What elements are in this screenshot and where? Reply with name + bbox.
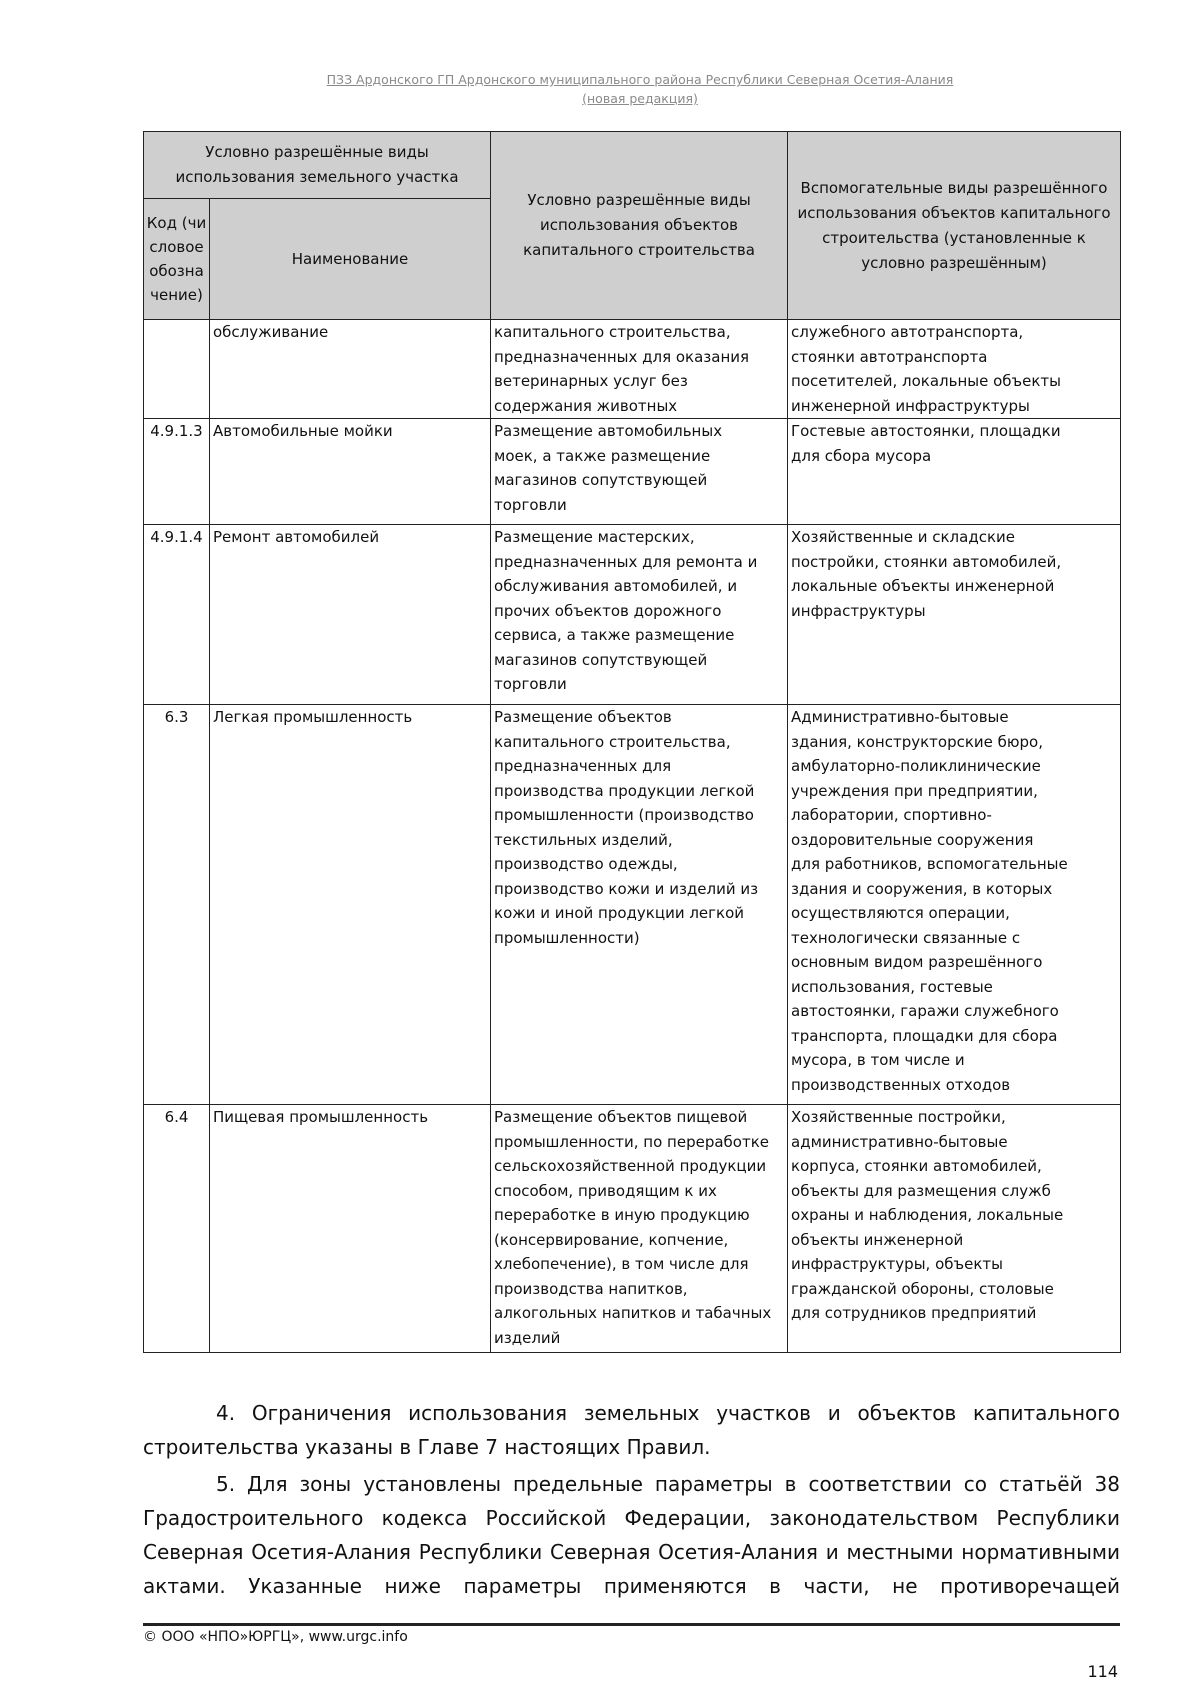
row-capital: капитального строительства, предназначенных для оказания ветеринарных услуг без содержания животных [491, 320, 788, 419]
row-code: 4.9.1.3 [144, 419, 210, 525]
table-row [144, 419, 1121, 525]
table-row [144, 1105, 1121, 1353]
row-name: Автомобильные мойки [210, 419, 491, 525]
row-auxiliary: служебного автотранспорта, стоянки автотранспорта посетителей, локальные объекты инженерной инфраструктуры [788, 320, 1121, 419]
row-capital: Размещение объектов капитального строительства, предназначенных для производства продукции легкой промышленности (производство текстильных изделий, производство одежды, производство кожи и изделий из кожи и иной продукции легкой промышленности) [491, 705, 788, 1105]
table-row [144, 525, 1121, 705]
row-capital: Размещение мастерских, предназначенных для ремонта и обслуживания автомобилей, и прочих объектов дорожного сервиса, а также размещение магазинов сопутствующей торговли [491, 525, 788, 705]
header-name: Наименование [210, 199, 491, 320]
row-code: 6.3 [144, 705, 210, 1105]
row-auxiliary: Хозяйственные и складские постройки, стоянки автомобилей, локальные объекты инженерной инфраструктуры [788, 525, 1121, 705]
header-auxiliary-uses: Вспомогательные виды разрешённого использования объектов капитального строительства (установленные к условно разрешённым) [788, 132, 1121, 320]
row-name: Легкая промышленность [210, 705, 491, 1105]
header-subtitle: (новая редакция) [582, 91, 698, 106]
header-land-plot-group: Условно разрешённые виды использования земельного участка [144, 132, 491, 199]
land-use-table [143, 131, 1121, 1353]
header-code: Код (числовое обозначение) [144, 199, 210, 320]
table-body [144, 320, 1121, 1353]
row-code: 4.9.1.4 [144, 525, 210, 705]
row-name: Пищевая промышленность [210, 1105, 491, 1353]
row-auxiliary: Административно-бытовые здания, конструкторские бюро, амбулаторно-поликлинические учреждения при предприятии, лаборатории, спортивно- оздоровительные сооружения для работников, вспомогательные здания и сооружения, в которых осуществляются операции, технологически связанные с основным видом разрешённого использования, гостевые автостоянки, гаражи служебного транспорта, площадки для сбора мусора, в том числе и производственных отходов [788, 705, 1121, 1105]
row-code [144, 320, 210, 419]
footer-divider [143, 1623, 1120, 1626]
row-auxiliary: Хозяйственные постройки, административно-бытовые корпуса, стоянки автомобилей, объекты для размещения служб охраны и наблюдения, локальные объекты инженерной инфраструктуры, объекты гражданской обороны, столовые для сотрудников предприятий [788, 1105, 1121, 1353]
table-row [144, 705, 1121, 1105]
paragraph-4: 4. Ограничения использования земельных участков и объектов капитального строительства указаны в Главе 7 настоящих Правил. [143, 1401, 1120, 1459]
row-capital: Размещение объектов пищевой промышленности, по переработке сельскохозяйственной продукции способом, приводящим к их переработке в иную продукцию (консервирование, копчение, хлебопечение), в том числе для производства напитков, алкогольных напитков и табачных изделий [491, 1105, 788, 1353]
table-row [144, 320, 1121, 419]
row-name: обслуживание [210, 320, 491, 419]
paragraph-5: 5. Для зоны установлены предельные параметры в соответствии со статьёй 38 Градостроительного кодекса Российской Федерации, законодательством Республики Северная Осетия-Алания Республики Северная Осетия-Алания и местными нормативными актами. Указанные ниже параметры применяются в части, не противоречащей [143, 1472, 1120, 1598]
footer-copyright: © ООО «НПО»ЮРГЦ», www.urgc.info [143, 1629, 408, 1645]
page-number: 114 [1087, 1662, 1118, 1681]
header-capital-construction: Условно разрешённые виды использования объектов капитального строительства [491, 132, 788, 320]
row-name: Ремонт автомобилей [210, 525, 491, 705]
row-capital: Размещение автомобильных моек, а также размещение магазинов сопутствующей торговли [491, 419, 788, 525]
table-header-row [144, 132, 1121, 199]
header-title: ПЗЗ Ардонского ГП Ардонского муниципального района Республики Северная Осетия-Алания [326, 72, 954, 87]
page-header [140, 70, 1140, 108]
row-auxiliary: Гостевые автостоянки, площадки для сбора мусора [788, 419, 1121, 525]
row-code: 6.4 [144, 1105, 210, 1353]
